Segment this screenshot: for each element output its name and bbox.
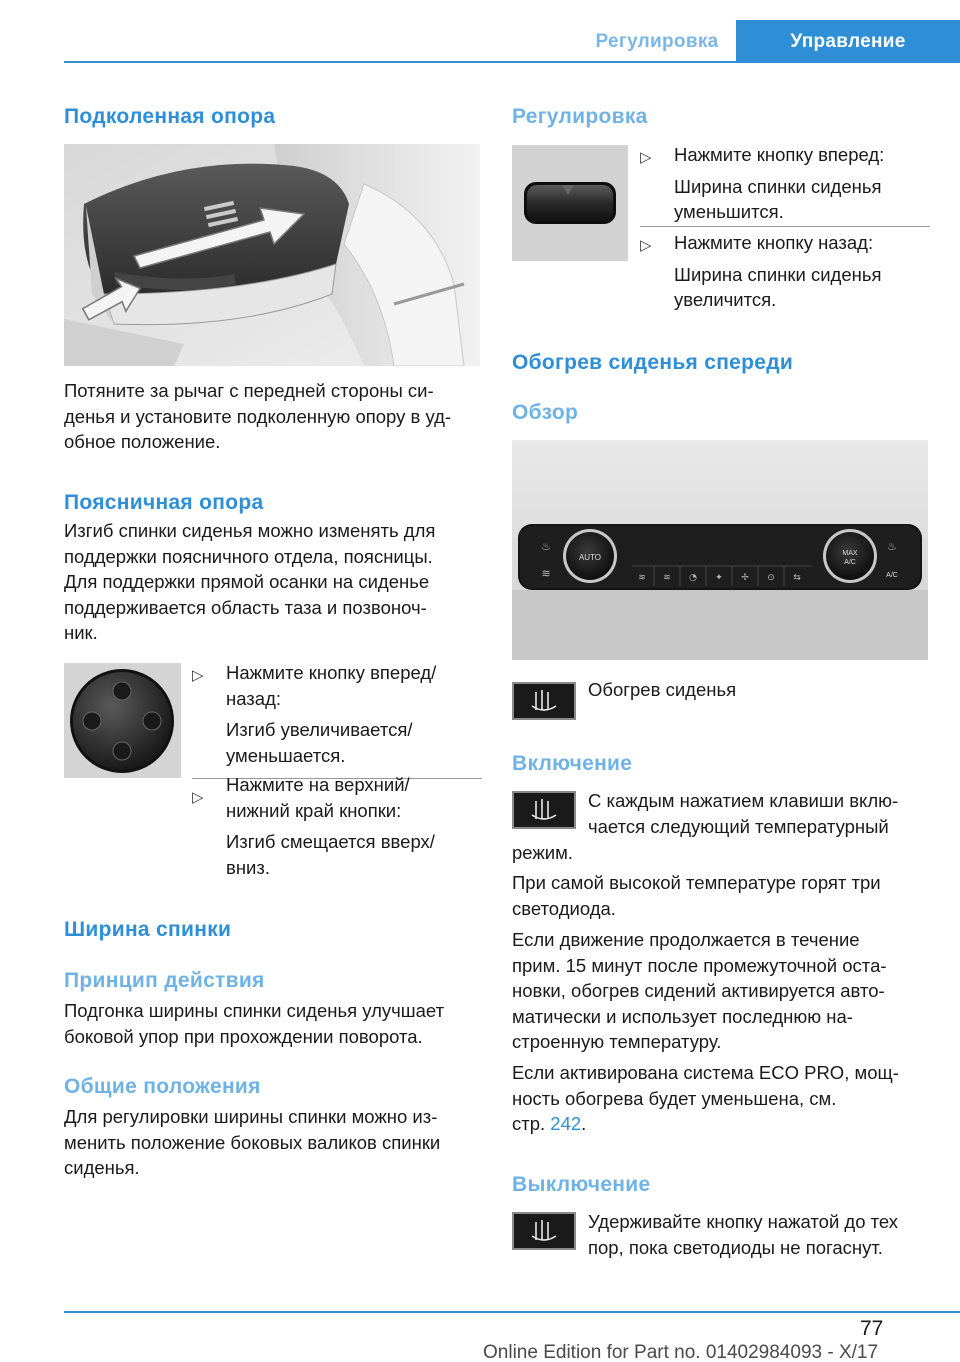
page-number: 77 [860,1317,884,1340]
max-ac-label: A/C [844,559,856,566]
bullet-icon: ▷ [192,789,204,806]
switch-off-title: Выключение [512,1173,651,1196]
width-button-photo [512,145,628,261]
svg-text:✦: ✦ [715,573,723,583]
principle-text: Подгонка ширины спинки сиденья улучшает боковой упор при прохождении поворота. [64,1000,445,1047]
rocker-button-illustration [512,145,628,261]
svg-text:⇆: ⇆ [793,573,801,583]
svg-text:♨: ♨ [887,540,897,553]
seat-heating-icon [512,791,576,829]
width-list-item-2: Нажмите кнопку назад: Ширина спинки сиденья увеличится. [674,232,882,310]
climate-panel-illustration [512,440,928,660]
lumbar-button-photo [64,663,181,778]
bullet-icon: ▷ [640,149,652,166]
bullet-icon: ▷ [640,237,652,254]
climate-panel-photo [512,440,928,660]
bullet-icon: ▷ [192,667,204,684]
seat-cushion-illustration [64,144,480,366]
seat-heating-icon [512,682,576,720]
general-title: Общие положения [64,1075,261,1098]
lumbar-list-item-2: Нажмите на верхний/ нижний край кнопки: Изгиб смещается вверх/ вниз. [226,774,435,878]
list-divider [640,226,930,227]
switch-on-text-2: При самой высокой температуре горят три светодиода. [512,872,881,919]
max-label: MAX [842,550,858,557]
width-list-item-1: Нажмите кнопку вперед: Ширина спинки сиденья уменьшится. [674,144,885,222]
svg-text:≋: ≋ [638,573,646,583]
edition-note: Online Edition for Part no. 01402984093 - X/17 [483,1342,879,1362]
backrest-width-title: Ширина спинки [64,918,232,941]
lumbar-support-text: Изгиб спинки сиденья можно изменять для поддержки поясничного отдела, поясницы. Для поддержки прямой осанки на сиденье поддерживается область таза и позвоноч- ник. [64,520,436,643]
overview-title: Обзор [512,401,579,424]
knee-support-photo [64,144,480,366]
knee-support-text: Потяните за рычаг с передней стороны си- денья и установите подколенную опору в уд- обное положение. [64,380,452,452]
svg-text:⊙: ⊙ [767,573,775,583]
switch-on-text-1: С каждым нажатием клавиши вклю- чается следующий температурный [588,790,899,837]
footer-rule [64,1311,960,1313]
ac-label: A/C [886,572,898,579]
switch-off-text: Удерживайте кнопку нажатой до тех пор, пока светодиоды не погаснут. [588,1211,899,1258]
lumbar-support-title: Поясничная опора [64,491,264,514]
header-tab-controls[interactable]: Управление [736,20,960,63]
general-text: Для регулировки ширины спинки можно из- менить положение боковых валиков спинки сиденья. [64,1106,441,1178]
principle-title: Принцип действия [64,969,265,992]
header-tab-adjustment[interactable]: Регулировка [595,30,719,52]
switch-on-title: Включение [512,752,633,775]
auto-label: AUTO [578,553,602,562]
header-rule [64,61,960,63]
seat-heating-icon [512,1212,576,1250]
switch-on-text-4: Если активирована система ECO PRO, мощ- ность обогрева будет уменьшена, см. стр. 242. [512,1062,899,1134]
seat-heating-caption: Обогрев сиденья [588,679,737,700]
switch-on-text-3: Если движение продолжается в течение прим. 15 минут после промежуточной оста- новки, обогрев сидений активируется авто- матически и использует последнюю на- строенную температуру. [512,929,887,1052]
knee-support-title: Подколенная опора [64,105,276,128]
lumbar-list-item-1: Нажмите кнопку вперед/ назад: Изгиб увеличивается/ уменьшается. [226,662,437,766]
svg-text:≋: ≋ [541,567,551,580]
page-link-242[interactable]: 242 [550,1113,582,1134]
adjustment-title: Регулировка [512,105,648,128]
svg-text:◔: ◔ [689,573,697,583]
svg-text:♨: ♨ [541,540,551,553]
svg-text:✢: ✢ [741,573,749,583]
four-way-button-illustration [64,663,181,778]
seat-heating-title: Обогрев сиденья спереди [512,351,794,374]
switch-on-text-1b: режим. [512,842,573,863]
svg-text:≋: ≋ [663,573,671,583]
